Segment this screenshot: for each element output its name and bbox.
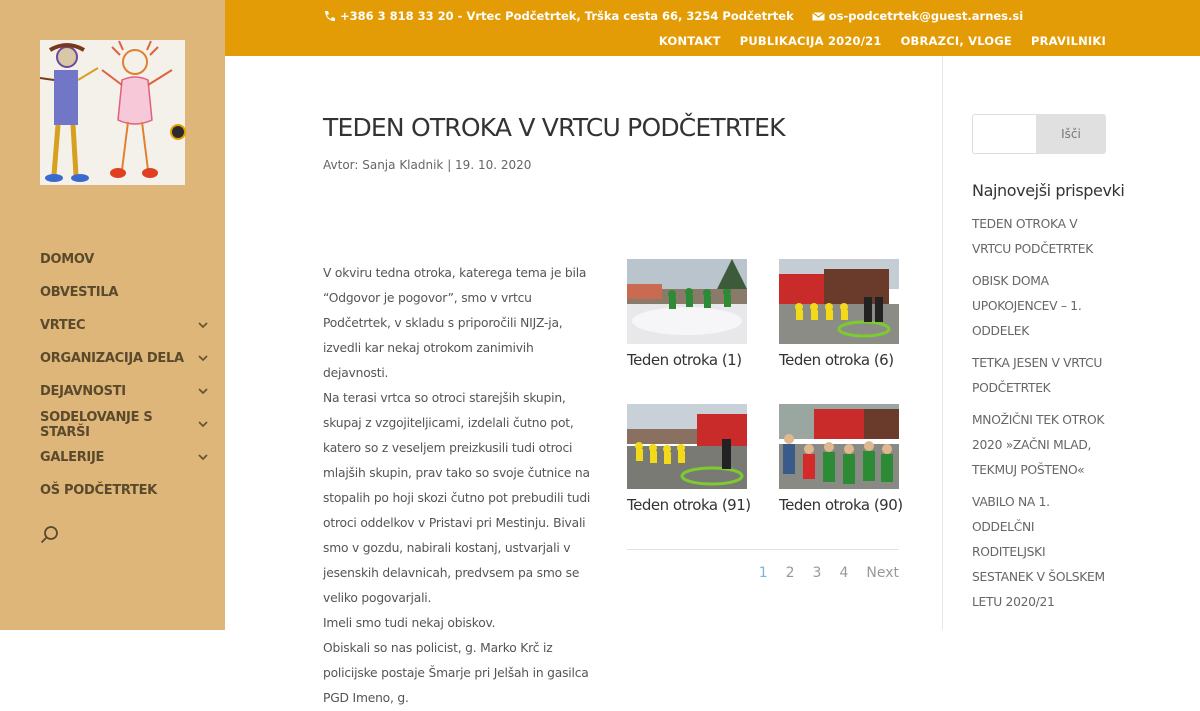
- gallery-divider: [627, 549, 899, 550]
- nav-label: SODELOVANJE S STARŠI: [40, 409, 153, 440]
- recent-posts-title: Najnovejši prispevki: [972, 181, 1125, 200]
- nav-label: DOMOV: [40, 252, 95, 267]
- paragraph: V okviru tedna otroka, katerega tema je bila “Odgovor je pogovor”, smo v vrtcu Podčetrtek, v skladu s priporočili NIJZ-ja, izvedli kar nekaj otrokom zanimivih dejavnosti.: [323, 266, 587, 380]
- next-page-link[interactable]: Next: [866, 565, 899, 581]
- gallery-photo[interactable]: [779, 259, 899, 344]
- gallery-item[interactable]: [627, 259, 747, 369]
- search-icon[interactable]: [40, 525, 60, 545]
- page-link-3[interactable]: 3: [812, 565, 822, 581]
- contact-info: [323, 9, 1023, 23]
- email-link[interactable]: [812, 9, 1023, 23]
- paragraph: Obiskali so nas policist, g. Marko Krč iz policijske postaje Šmarje pri Jelšah in gasilca PGD Imeno, g.: [323, 641, 589, 705]
- nav-label: VRTEC: [40, 318, 86, 333]
- nav-label: GALERIJE: [40, 450, 105, 465]
- main-content: [225, 56, 942, 705]
- page-link-4[interactable]: 4: [839, 565, 849, 581]
- phone-icon: [323, 10, 336, 23]
- search-button[interactable]: Išči: [1036, 114, 1106, 154]
- nav-label: OŠ PODČETRTEK: [40, 483, 157, 498]
- recent-post-link[interactable]: TETKA JESEN V VRTCU PODČETRTEK: [972, 356, 1103, 395]
- nav-item-os-podcetrtek[interactable]: [40, 474, 210, 507]
- recent-posts-list: [972, 212, 1106, 622]
- nav-item-domov[interactable]: [40, 243, 210, 276]
- chevron-down-icon[interactable]: [196, 451, 210, 465]
- gallery-caption[interactable]: Teden otroka (91): [627, 496, 751, 514]
- gallery-item[interactable]: [779, 404, 903, 514]
- gallery-caption[interactable]: Teden otroka (1): [627, 351, 742, 369]
- chevron-down-icon[interactable]: [196, 319, 210, 333]
- nav-item-sodelovanje[interactable]: [40, 408, 210, 441]
- gallery-photo[interactable]: [779, 404, 899, 489]
- top-nav: [659, 34, 1106, 48]
- gallery-caption[interactable]: Teden otroka (6): [779, 351, 894, 369]
- sidebar-divider: [942, 56, 943, 630]
- gallery-item[interactable]: [779, 259, 899, 369]
- nav-label: OBVESTILA: [40, 285, 119, 300]
- post-meta: Avtor: Sanja Kladnik | 19. 10. 2020: [323, 158, 532, 172]
- site-logo[interactable]: [40, 40, 185, 185]
- gallery-item[interactable]: [627, 404, 751, 514]
- post-body: [323, 261, 601, 711]
- nav-item-galerije[interactable]: [40, 441, 210, 474]
- nav-label: DEJAVNOSTI: [40, 384, 126, 399]
- main-nav: [40, 243, 210, 507]
- page-link-2[interactable]: 2: [785, 565, 795, 581]
- gallery-caption[interactable]: Teden otroka (90): [779, 496, 903, 514]
- top-nav-kontakt[interactable]: KONTAKT: [658, 34, 721, 48]
- nav-item-dejavnosti[interactable]: [40, 375, 210, 408]
- top-header: [225, 0, 1200, 56]
- gallery-pagination: [759, 565, 899, 581]
- top-nav-publikacija[interactable]: PUBLIKACIJA 2020/21: [739, 34, 882, 48]
- email-text: os-podcetrtek@guest.arnes.si: [828, 9, 1024, 23]
- post-title: TEDEN OTROKA V VRTCU PODČETRTEK: [323, 113, 785, 142]
- recent-post-link[interactable]: TEDEN OTROKA V VRTCU PODČETRTEK: [972, 217, 1093, 256]
- recent-post-link[interactable]: VABILO NA 1. ODDELČNI RODITELJSKI SESTANEK V ŠOLSKEM LETU 2020/21: [972, 495, 1105, 609]
- paragraph: Na terasi vrtca so otroci starejših skupin, skupaj z vzgojiteljicami, izdelali čutno pot, katero so z veseljem preizkusili tudi otroci mlajših skupin, prav tako so svoje čutnice na stopalih po hoji skozi čutno pot prebudili tudi otroci oddelkov v Pristavi pri Mestinju. Bivali smo v gozdu, nabirali kostanj, ustvarjali v jesenskih delavnicah, predvsem pa smo se veliko pogovarjali.: [323, 391, 591, 605]
- gallery-photo[interactable]: [627, 404, 747, 489]
- chevron-down-icon[interactable]: [196, 385, 210, 399]
- envelope-icon: [812, 10, 825, 23]
- nav-label: ORGANIZACIJA DELA: [40, 351, 184, 366]
- top-nav-pravilniki[interactable]: PRAVILNIKI: [1030, 34, 1106, 48]
- chevron-down-icon[interactable]: [197, 418, 210, 432]
- recent-post-link[interactable]: OBISK DOMA UPOKOJENCEV – 1. ODDELEK: [972, 274, 1082, 338]
- gallery-photo[interactable]: [627, 259, 747, 344]
- search-form: [972, 114, 1106, 154]
- left-sidebar: [0, 0, 225, 630]
- page-link-1[interactable]: 1: [758, 565, 768, 581]
- search-input[interactable]: [972, 114, 1036, 154]
- nav-item-organizacija-dela[interactable]: [40, 342, 210, 375]
- chevron-down-icon[interactable]: [196, 352, 210, 366]
- top-nav-obrazci[interactable]: OBRAZCI, VLOGE: [900, 34, 1012, 48]
- paragraph: Imeli smo tudi nekaj obiskov.: [323, 616, 496, 630]
- recent-post-link[interactable]: MNOŽIČNI TEK OTROK 2020 »ZAČNI MLAD, TEKMUJ POŠTENO«: [972, 413, 1105, 477]
- phone-text[interactable]: +386 3 818 33 20 - Vrtec Podčetrtek, Trška cesta 66, 3254 Podčetrtek: [340, 9, 794, 23]
- nav-item-obvestila[interactable]: [40, 276, 210, 309]
- nav-item-vrtec[interactable]: [40, 309, 210, 342]
- child-drawing-logo: [40, 40, 185, 185]
